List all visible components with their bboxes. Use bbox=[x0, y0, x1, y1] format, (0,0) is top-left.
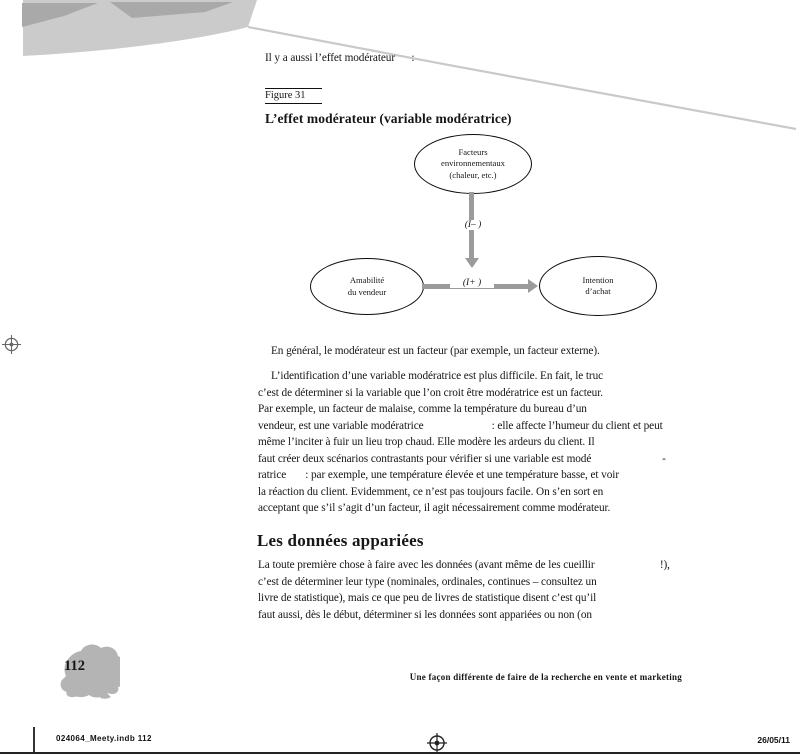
crop-mark bbox=[33, 727, 35, 753]
diagram-node-amabilite bbox=[310, 258, 424, 315]
slug-date: 26/05/11 bbox=[757, 735, 790, 745]
node-label-line: d’achat bbox=[585, 286, 611, 296]
main-effect-arrow-label: (I+ ) bbox=[450, 278, 494, 288]
paragraph-donnees-appariees bbox=[258, 557, 670, 623]
node-label-line: du vendeur bbox=[347, 286, 387, 297]
text-line: la réaction du client. Evidemment, ce n’est pas toujours facile. On s’en sort en bbox=[258, 485, 604, 498]
text-line: faut créer deux scénarios contrastants pour vérifier si une variable est modé - bbox=[258, 452, 666, 465]
text-line: ratrice : par exemple, une température élevée et une température basse, et voir bbox=[258, 469, 619, 481]
trim-line bbox=[0, 752, 800, 754]
figure-caption: Figure 31 bbox=[265, 88, 322, 104]
moderator-arrow-label: (I– ) bbox=[451, 220, 495, 230]
text-line: En général, le modérateur est un facteur (par exemple, un facteur externe). bbox=[271, 345, 600, 357]
slug-filename: 024064_Meety.indb 112 bbox=[56, 734, 152, 743]
paragraph-moderator-general bbox=[258, 343, 600, 360]
node-label-line: Intention bbox=[582, 274, 614, 285]
paragraph-moderator-identification bbox=[258, 368, 666, 517]
diagram-node-intention bbox=[539, 256, 657, 316]
text-line: acceptant que s’il s’agit d’un facteur, il agit nécessairement comme modérateur. bbox=[258, 502, 611, 514]
node-label-line: Facteurs bbox=[458, 146, 488, 157]
main-effect-arrow-head bbox=[528, 279, 538, 293]
text-line: c’est de déterminer leur type (nominales, ordinales, continues – consultez un bbox=[258, 575, 597, 588]
text-line: c’est de déterminer si la variable que l’on croit être modératrice est un facteur. bbox=[258, 386, 603, 399]
text-line: même l’inciter à fuir un lieu trop chaud. Elle modère les ardeurs du client. Il bbox=[258, 436, 595, 448]
text-line: vendeur, est une variable modératrice : elle affecte l’humeur du client et peut bbox=[258, 419, 663, 432]
diagram-node-environment bbox=[414, 134, 532, 194]
text-line: La toute première chose à faire avec les données (avant même de les cueillir !), bbox=[258, 559, 670, 571]
text-line: faut aussi, dès le début, déterminer si les données sont appariées ou non (on bbox=[258, 608, 592, 621]
registration-mark-icon bbox=[427, 733, 447, 753]
moderator-arrow-head bbox=[465, 258, 479, 268]
section-title-donnees-appariees: Les données appariées bbox=[257, 531, 424, 550]
registration-mark-icon bbox=[2, 335, 21, 354]
intro-line: Il y a aussi l’effet modérateur : bbox=[265, 52, 415, 64]
text-line: Par exemple, un facteur de malaise, comme la température du bureau d’un bbox=[258, 403, 587, 415]
node-label-line: Amabilité bbox=[349, 275, 385, 285]
text-line: L’identification d’une variable modératrice est plus difficile. En fait, le truc bbox=[271, 370, 604, 382]
text-line: livre de statistique), mais ce que peu de livres de statistique disent c’est qu’il bbox=[258, 592, 597, 604]
page-number: 112 bbox=[64, 658, 85, 674]
running-title: Une façon différente de faire de la recherche en vente et marketing bbox=[409, 672, 682, 682]
figure-title: L’effet modérateur (variable modératrice) bbox=[265, 111, 512, 126]
node-label-line: environnementaux bbox=[441, 158, 505, 169]
node-label-line: (chaleur, etc.) bbox=[449, 169, 497, 180]
